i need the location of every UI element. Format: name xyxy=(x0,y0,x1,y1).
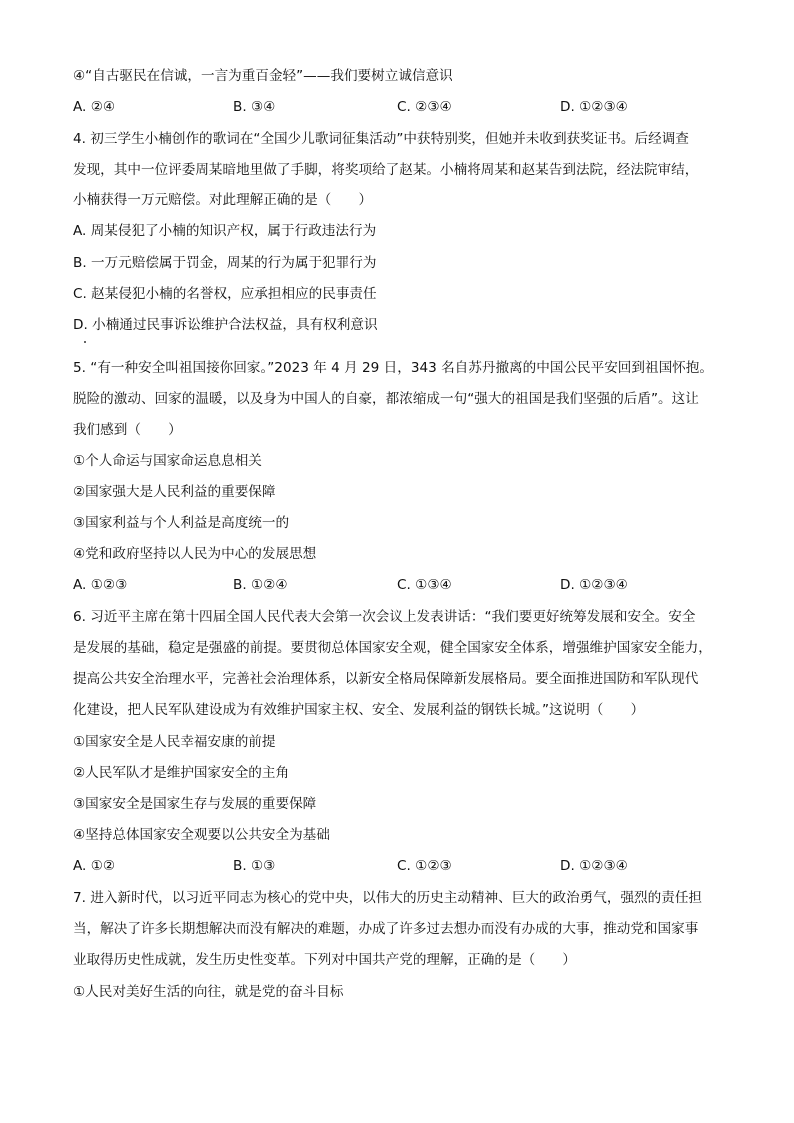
q4-choice-b[interactable]: B. 一万元赔偿属于罚金，周某的行为属于犯罪行为 xyxy=(73,255,377,271)
q6-option-d[interactable]: D. ①②③④ xyxy=(560,858,628,874)
q4-choice-a[interactable]: A. 周某侵犯了小楠的知识产权，属于行政违法行为 xyxy=(73,223,377,239)
q5-stem-line-2: 脱险的激动、回家的温暖，以及身为中国人的自豪，都浓缩成一句“强大的祖国是我们坚强的后盾”。这让 xyxy=(73,391,699,407)
q5-options xyxy=(73,576,733,594)
q3-statement-4: ④“自古驱民在信诚，一言为重百金轻”——我们要树立诚信意识 xyxy=(73,68,453,84)
q4-stem-line-1: 4. 初三学生小楠创作的歌词在“全国少儿歌词征集活动”中获特别奖，但她并未收到获奖证书。后经调查 xyxy=(73,131,689,147)
q7-stem-line-2: 当，解决了许多长期想解决而没有解决的难题，办成了许多过去想办而没有办成的大事，推动党和国家事 xyxy=(73,921,699,937)
q7-statement-1: ①人民对美好生活的向往，就是党的奋斗目标 xyxy=(73,984,344,1000)
q4-stem-line-2: 发现，其中一位评委周某暗地里做了手脚，将奖项给了赵某。小楠将周某和赵某告到法院，经法院审结， xyxy=(73,162,699,178)
q4-choice-d[interactable]: D. 小楠通过民事诉讼维护合法权益，具有权利意识 xyxy=(73,317,378,333)
q6-statement-1: ①国家安全是人民幸福安康的前提 xyxy=(73,734,276,750)
q4-choice-c[interactable]: C. 赵某侵犯小楠的名誉权，应承担相应的民事责任 xyxy=(73,286,377,302)
q6-statement-2: ②人民军队才是维护国家安全的主角 xyxy=(73,765,290,781)
q6-option-a[interactable]: A. ①② xyxy=(73,858,116,874)
q5-option-d[interactable]: D. ①②③④ xyxy=(560,577,628,593)
q5-stem-line-3: 我们感到（ ） xyxy=(73,422,182,438)
q6-stem-line-2: 是发展的基础，稳定是强盛的前提。要贯彻总体国家安全观，健全国家安全体系，增强维护国家安全能力， xyxy=(73,640,712,656)
q7-stem-line-3: 业取得历史性成就，发生历史性变革。下列对中国共产党的理解，正确的是（ ） xyxy=(73,952,576,968)
q5-statement-3: ③国家利益与个人利益是高度统一的 xyxy=(73,515,290,531)
q6-options xyxy=(73,857,733,875)
q7-stem-line-1: 7. 进入新时代，以习近平同志为核心的党中央，以伟大的历史主动精神、巨大的政治勇气，强烈的责任担 xyxy=(73,890,703,906)
q3-option-d[interactable]: D. ①②③④ xyxy=(560,99,628,115)
q6-stem-line-4: 化建设，把人民军队建设成为有效维护国家主权、安全、发展利益的钢铁长城。”这说明（ ） xyxy=(73,702,645,718)
q5-statement-2: ②国家强大是人民利益的重要保障 xyxy=(73,484,276,500)
q6-stem-line-3: 提高公共安全治理水平，完善社会治理体系，以新安全格局保障新发展格局。要全面推进国防和军队现代 xyxy=(73,671,699,687)
q4-stem-line-3: 小楠获得一万元赔偿。对此理解正确的是（ ） xyxy=(73,192,373,208)
q3-option-c[interactable]: C. ②③④ xyxy=(397,99,452,115)
q5-statement-1: ①个人命运与国家命运息息相关 xyxy=(73,453,262,469)
q6-option-c[interactable]: C. ①②③ xyxy=(397,858,452,874)
q6-statement-3: ③国家安全是国家生存与发展的重要保障 xyxy=(73,796,317,812)
q5-option-c[interactable]: C. ①③④ xyxy=(397,577,452,593)
q5-statement-4: ④党和政府坚持以人民为中心的发展思想 xyxy=(73,546,317,562)
q5-stem-line-1: 5. “有一种安全叫祖国接你回家。”2023 年 4 月 29 日，343 名自苏丹撤离的中国公民平安回到祖国怀抱。 xyxy=(73,360,713,376)
q3-option-b[interactable]: B. ③④ xyxy=(233,99,276,115)
stray-dot xyxy=(84,341,86,343)
q3-option-a[interactable]: A. ②④ xyxy=(73,99,116,115)
q6-statement-4: ④坚持总体国家安全观要以公共安全为基础 xyxy=(73,827,330,843)
q3-options xyxy=(73,98,733,116)
q5-option-b[interactable]: B. ①②④ xyxy=(233,577,288,593)
q6-option-b[interactable]: B. ①③ xyxy=(233,858,276,874)
q5-option-a[interactable]: A. ①②③ xyxy=(73,577,128,593)
q6-stem-line-1: 6. 习近平主席在第十四届全国人民代表大会第一次会议上发表讲话：“我们要更好统筹发展和安全。安全 xyxy=(73,609,696,625)
